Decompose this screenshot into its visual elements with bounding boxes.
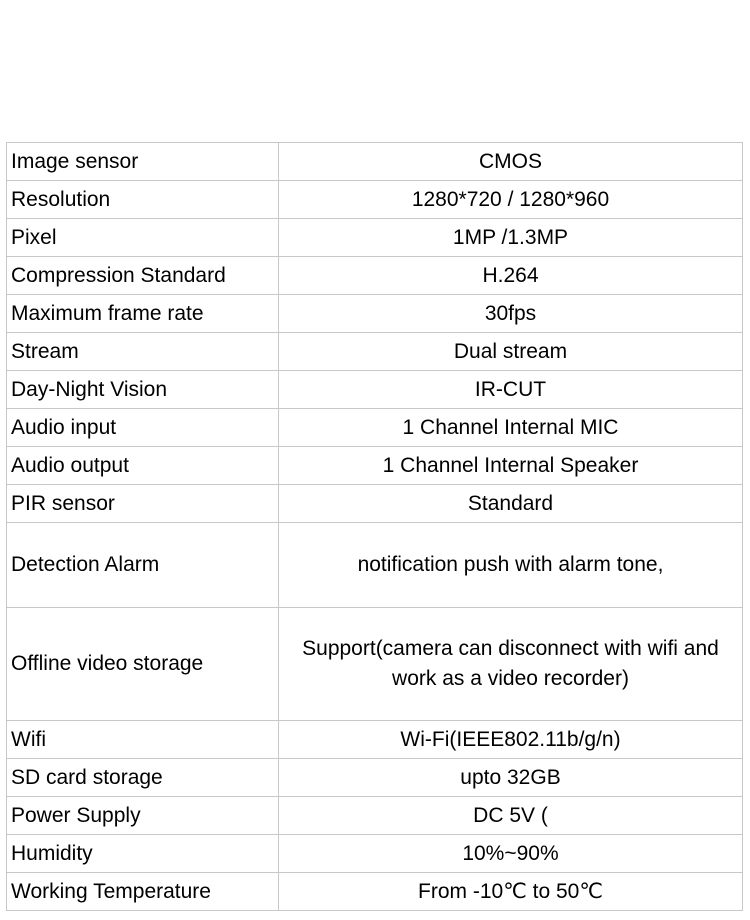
spec-value: Wi-Fi(IEEE802.11b/g/n) (279, 721, 743, 759)
spec-value: 1280*720 / 1280*960 (279, 181, 743, 219)
spec-value: Standard (279, 485, 743, 523)
spec-row-image-sensor (7, 143, 743, 181)
spec-value: 1 Channel Internal Speaker (279, 447, 743, 485)
spec-label: PIR sensor (7, 485, 279, 523)
spec-row-offline-video-storage (7, 608, 743, 721)
spec-value: 30fps (279, 295, 743, 333)
spec-value: H.264 (279, 257, 743, 295)
spec-label: Offline video storage (7, 608, 279, 721)
spec-label: Stream (7, 333, 279, 371)
spec-value: From -10℃ to 50℃ (279, 873, 743, 911)
spec-row-day-night-vision (7, 371, 743, 409)
spec-label: Pixel (7, 219, 279, 257)
spec-row-pir-sensor (7, 485, 743, 523)
spec-label: Power Supply (7, 797, 279, 835)
spec-row-stream (7, 333, 743, 371)
spec-row-compression-standard (7, 257, 743, 295)
spec-label: Resolution (7, 181, 279, 219)
spec-label: Image sensor (7, 143, 279, 181)
spec-value: 10%~90% (279, 835, 743, 873)
spec-value: Dual stream (279, 333, 743, 371)
spec-label: Audio output (7, 447, 279, 485)
spec-label: Wifi (7, 721, 279, 759)
spec-row-pixel (7, 219, 743, 257)
spec-value: CMOS (279, 143, 743, 181)
spec-label: Humidity (7, 835, 279, 873)
spec-label: Maximum frame rate (7, 295, 279, 333)
spec-label: Day-Night Vision (7, 371, 279, 409)
spec-label: Compression Standard (7, 257, 279, 295)
spec-row-working-temperature (7, 873, 743, 911)
spec-row-audio-input (7, 409, 743, 447)
spec-row-audio-output (7, 447, 743, 485)
spec-row-maximum-frame-rate (7, 295, 743, 333)
spec-value: DC 5V ( (279, 797, 743, 835)
spec-value: IR-CUT (279, 371, 743, 409)
spec-value: notification push with alarm tone, (279, 523, 743, 608)
spec-value: 1 Channel Internal MIC (279, 409, 743, 447)
spec-value: upto 32GB (279, 759, 743, 797)
spec-table (6, 142, 743, 911)
spec-label: Working Temperature (7, 873, 279, 911)
spec-row-humidity (7, 835, 743, 873)
spec-row-power-supply (7, 797, 743, 835)
spec-row-resolution (7, 181, 743, 219)
spec-value: Support(camera can disconnect with wifi and work as a video recorder) (279, 608, 743, 721)
spec-row-wifi (7, 721, 743, 759)
spec-value: 1MP /1.3MP (279, 219, 743, 257)
spec-label: SD card storage (7, 759, 279, 797)
spec-label: Detection Alarm (7, 523, 279, 608)
spec-row-detection-alarm (7, 523, 743, 608)
spec-row-sd-card-storage (7, 759, 743, 797)
spec-label: Audio input (7, 409, 279, 447)
